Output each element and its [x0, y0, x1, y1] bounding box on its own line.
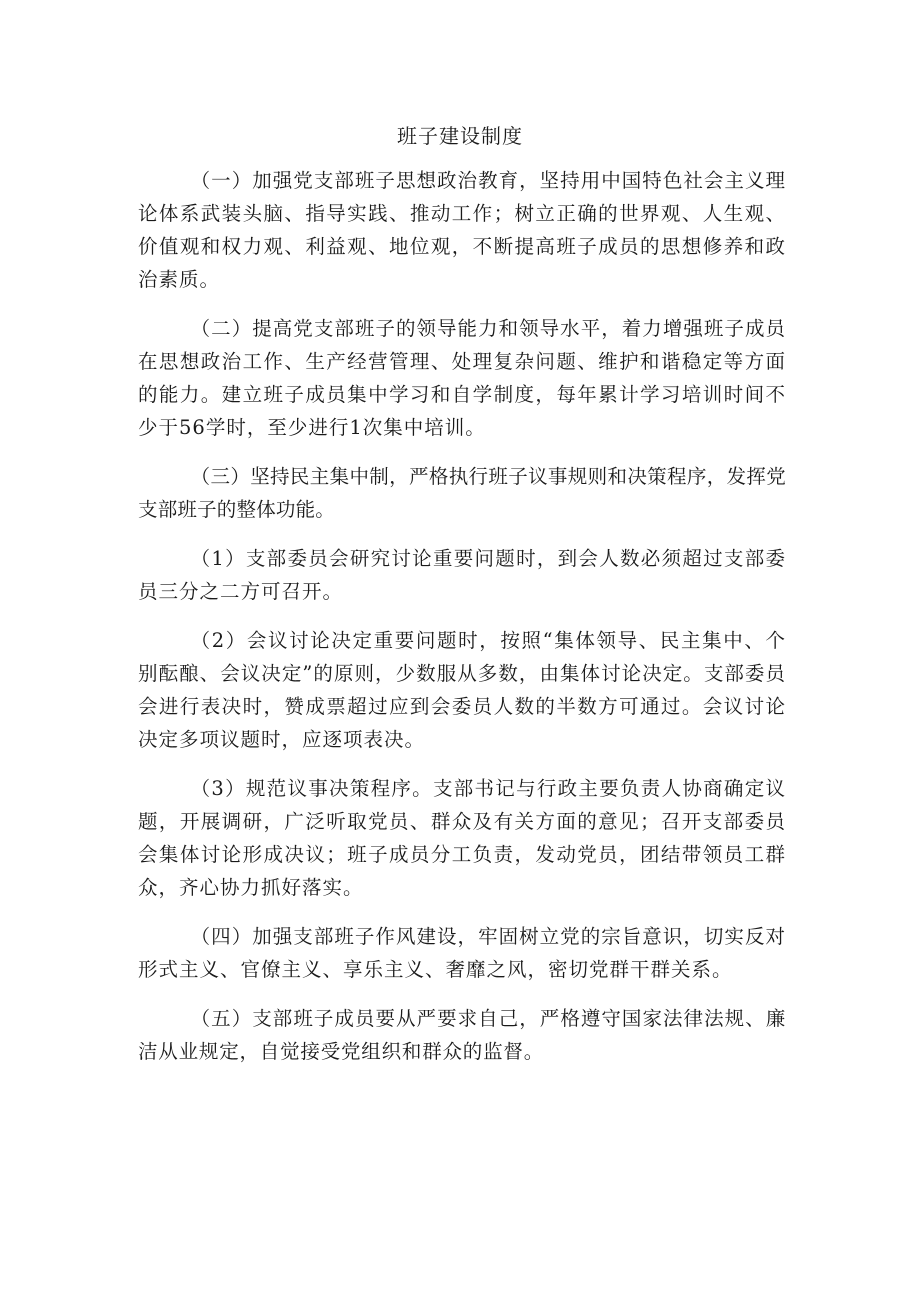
paragraph-3: （三）坚持民主集中制，严格执行班子议事规则和决策程序，发挥党支部班子的整体功能。	[138, 465, 786, 521]
document-body	[138, 164, 786, 1084]
paragraph-1: （一）加强党支部班子思想政治教育，坚持用中国特色社会主义理论体系武装头脑、指导实践、推动工作；树立正确的世界观、人生观、价值观和权力观、利益观、地位观，不断提高班子成员的思想修养和政治素质。	[138, 169, 786, 291]
paragraph-2: （二）提高党支部班子的领导能力和领导水平，着力增强班子成员在思想政治工作、生产经营管理、处理复杂问题、维护和谐稳定等方面的能力。建立班子成员集中学习和自学制度，每年累计学习培训时间不少于56学时，至少进行1次集中培训。	[138, 317, 786, 439]
paragraph-6: （3）规范议事决策程序。支部书记与行政主要负责人协商确定议题，开展调研，广泛听取党员、群众及有关方面的意见；召开支部委员会集体讨论形成决议；班子成员分工负责，发动党员，团结带领员工群众，齐心协力抓好落实。	[138, 777, 786, 899]
document-title: 班子建设制度	[397, 124, 523, 148]
paragraph-5: （2）会议讨论决定重要问题时，按照“集体领导、民主集中、个别酝酿、会议决定”的原则，少数服从多数，由集体讨论决定。支部委员会进行表决时，赞成票超过应到会委员人数的半数方可通过。会议讨论决定多项议题时，应逐项表决。	[138, 629, 786, 751]
paragraph-4: （1）支部委员会研究讨论重要问题时，到会人数必须超过支部委员三分之二方可召开。	[138, 547, 786, 603]
paragraph-7: （四）加强支部班子作风建设，牢固树立党的宗旨意识，切实反对形式主义、官僚主义、享乐主义、奢靡之风，密切党群干群关系。	[138, 925, 786, 981]
paragraph-8: （五）支部班子成员要从严要求自己，严格遵守国家法律法规、廉洁从业规定，自觉接受党组织和群众的监督。	[138, 1007, 786, 1063]
